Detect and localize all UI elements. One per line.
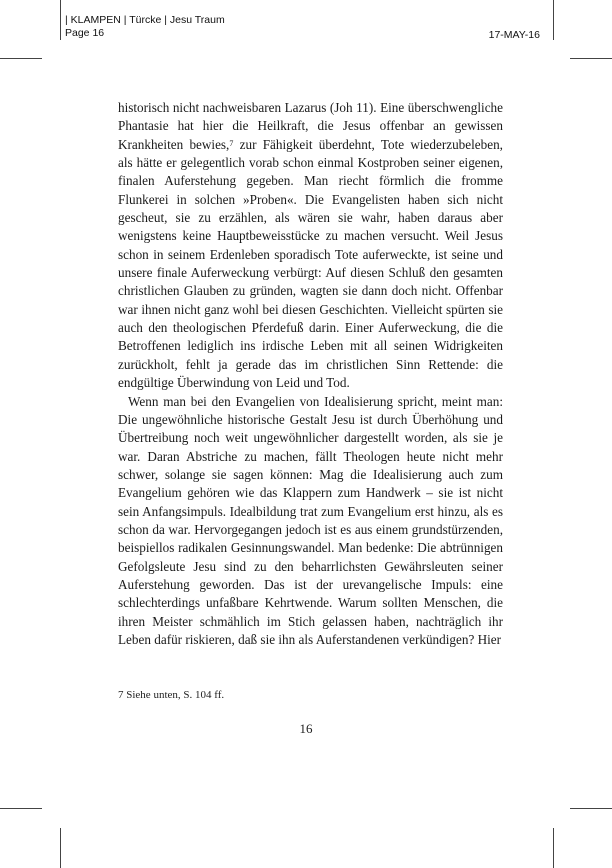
slug-date: 17-MAY-16 — [488, 29, 540, 41]
print-slug — [65, 14, 225, 40]
page-number: 16 — [299, 721, 313, 736]
crop-mark-bottom-right-horizontal — [570, 808, 612, 809]
paragraph-text: historisch nicht nachweisbaren Lazarus (Joh 11). Eine überschwengliche Phantasie hat hier die Heilkraft, die Jesus offenbar an gewissen Krankheiten bewies, — [118, 100, 503, 152]
footnote-reference: 7 — [229, 138, 234, 148]
paragraph — [118, 99, 503, 393]
crop-mark-top-right-horizontal — [570, 58, 612, 59]
crop-mark-bottom-right-vertical — [553, 828, 554, 868]
footnote: 7 Siehe unten, S. 104 ff. — [118, 689, 225, 701]
crop-mark-bottom-left-vertical — [60, 828, 61, 868]
body-text — [118, 99, 503, 649]
crop-mark-bottom-left-horizontal — [0, 808, 42, 809]
slug-line: | KLAMPEN | Türcke | Jesu Traum — [65, 14, 225, 26]
crop-mark-top-right-vertical — [553, 0, 554, 40]
crop-mark-top-left-horizontal — [0, 58, 42, 59]
slug-page-label: Page 16 — [65, 27, 105, 39]
paragraph: Wenn man bei den Evangelien von Idealisierung spricht, meint man: Die ungewöhnliche historische Gestalt Jesu ist durch Überhöhung und Übertreibung noch weit ungewöhnlicher dargestellt worden, als sie je war. Daran Abstriche zu machen, fällt Theologen heute nicht mehr schwer, solange sie sagen können: Mag die Idealisierung auch zum Evangelium gehören wie das Klappern zum Handwerk – sie ist nicht sein Anfangsimpuls. Idealbildung trat zum Evangelium erst hinzu, als es schon da war. Hervorgegangen jedoch ist es aus einem grundstürzenden, beispiellos radikalen Gesinnungswandel. Man bedenke: Die abtrünnigen Gefolgsleute Jesu sind zu den beharrlichsten Gewährsleuten seiner Auferstehung geworden. Das ist der urevangelische Impuls: eine schlechterdings unfaßbare Kehrtwende. Warum sollten Menschen, die ihren Meister schmählich im Stich gelassen haben, nachträglich ihr Leben dafür riskieren, daß sie ihn als Auferstandenen verkündigen? Hier — [118, 393, 503, 647]
paragraph-text: zur Fähigkeit überdehnt, Tote wiederzubeleben, als hätte er gelegentlich vorab schon einmal Kostproben seiner eigenen, finalen Auferstehung gegeben. Man riecht förmlich die fromme Flunkerei in solchen »Proben«. Die Evangelisten haben sich nicht gescheut, sie zu erzählen, als wären sie wahr, haben daraus aber wenigstens keine Hauptbeweisstücke zu machen versucht. Weil Jesus schon in seinem Erdenleben sporadisch Tote auferweckte, ist seine und unsere finale Auferweckung verbürgt: Auf diesen Schluß den gesamten christlichen Glauben zu gründen, wagten sie dann doch nicht. Offenbar war ihnen nicht ganz wohl bei diesen Geschichten. Vielleicht spürten sie auch den theologischen Pferdefuß darin. Einer Auferweckung, die die Betroffenen lediglich ins irdische Leben mit all seinen Widrigkeiten zurückholt, fehlt ja gerade das im christlichen Sinn Rettende: die endgültige Überwindung von Leid und Tod. — [118, 136, 503, 391]
crop-mark-top-left-vertical — [60, 0, 61, 40]
